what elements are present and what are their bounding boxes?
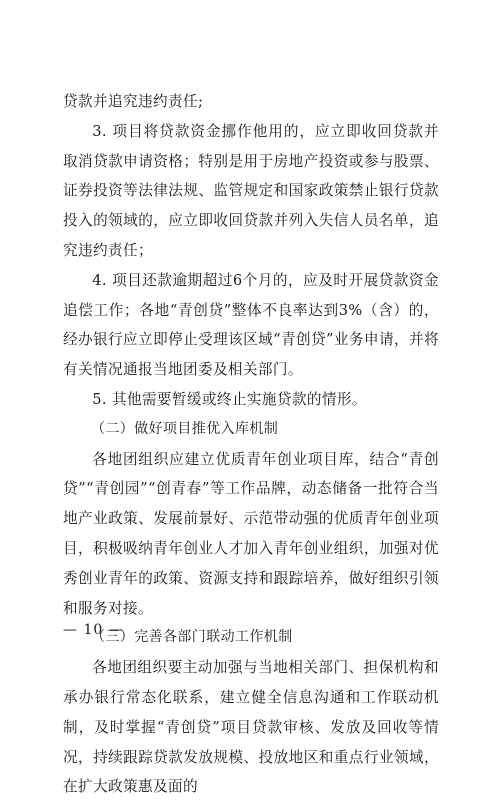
paragraph-item-3: 3. 项目将贷款资金挪作他用的，应立即收回贷款并取消贷款申请资格；特别是用于房地产投资或参与股票、证券投资等法律法规、监管规定和国家政策禁止银行贷款投入的领域的，应立即收回贷款并列入失信人员名单，追究违约责任； bbox=[63, 122, 439, 259]
paragraph-linkage-mechanism: 各地团组织要主动加强与当地相关部门、担保机构和承办银行常态化联系，建立健全信息沟通和工作联动机制，及时掌握“青创贷”项目贷款审核、发放及回收等情况，持续跟踪贷款发放规模、投放地区和重点行业领域，在扩大政策惠及面的 bbox=[63, 659, 439, 796]
paragraph-item-5: 5. 其他需要暂缓或终止实施贷款的情形。 bbox=[92, 390, 367, 408]
paragraph-project-library: 各地团组织应建立优质青年创业项目库，结合“青创贷”“青创园”“创青春”等工作品牌，动态储备一批符合当地产业政策、发展前景好、示范带动强的优质青年创业项目，积极吸纳青年创业人才加入青年创业组织，加强对优秀创业青年的政策、资源支持和跟踪培养，做好组织引领和服务对接。 bbox=[63, 450, 439, 617]
paragraph-item-4: 4. 项目还款逾期超过6个月的，应及时开展贷款资金追偿工作；各地“青创贷”整体不良率达到3%（含）的，经办银行应立即停止受理该区域“青创贷”业务申请，并将有关情况通报当地团委及相关部门。 bbox=[63, 271, 439, 379]
document-body bbox=[63, 87, 439, 802]
paragraph-continuation: 贷款并追究违约责任; bbox=[63, 93, 204, 110]
section-heading-3: （三）完善各部门联动工作机制 bbox=[91, 629, 293, 646]
page-number: — 10 — bbox=[63, 622, 124, 638]
section-heading-2: （二）做好项目推优入库机制 bbox=[91, 420, 279, 437]
